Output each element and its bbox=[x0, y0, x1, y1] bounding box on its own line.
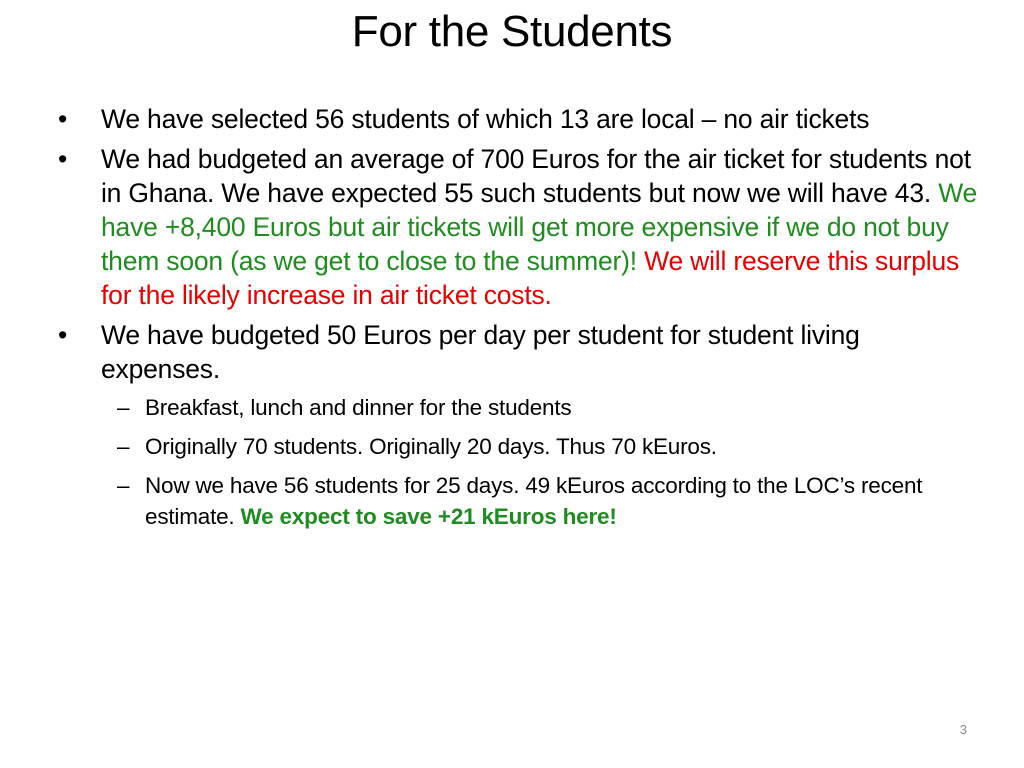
bullet-item bbox=[58, 142, 978, 312]
bullet-list bbox=[58, 102, 978, 540]
sub-bullet-marker: – bbox=[117, 434, 130, 459]
sub-bullet-item bbox=[117, 431, 978, 462]
sub-bullet-item bbox=[117, 470, 978, 532]
bullet-marker: • bbox=[58, 104, 68, 134]
bullet-item bbox=[58, 318, 978, 386]
bullet-item bbox=[58, 102, 978, 136]
sub-bullet-marker: – bbox=[117, 473, 130, 498]
page-number: 3 bbox=[959, 722, 967, 737]
bullet-text-highlight-red: We will reserve this surplus for the likely increase in air ticket costs. bbox=[101, 246, 960, 310]
bullet-text: We have budgeted 50 Euros per day per student for student living expenses. bbox=[101, 320, 860, 384]
sub-bullet-item bbox=[117, 392, 978, 423]
sub-bullet-text: Now we have 56 students for 25 days. 49 kEuros according to the LOC’s recent estimate. bbox=[145, 473, 923, 529]
sub-bullet-text: Breakfast, lunch and dinner for the students bbox=[145, 395, 572, 420]
sub-bullet-text: Originally 70 students. Originally 20 days. Thus 70 kEuros. bbox=[145, 434, 717, 459]
sub-bullet-marker: – bbox=[117, 395, 130, 420]
bullet-text: We had budgeted an average of 700 Euros for the air ticket for students not in Ghana. We have expected 55 such students but now we will have 43. bbox=[101, 144, 971, 208]
bullet-text: We have selected 56 students of which 13 are local – no air tickets bbox=[101, 104, 870, 134]
slide-title: For the Students bbox=[351, 7, 673, 56]
bullet-text-highlight-green: We have +8,400 Euros but air tickets will get more expensive if we do not buy them soon (as we get to close to the summer)! bbox=[101, 178, 978, 276]
bullet-marker: • bbox=[58, 320, 68, 350]
sub-bullet-text-highlight: We expect to save +21 kEuros here! bbox=[240, 504, 617, 529]
bullet-marker: • bbox=[58, 144, 68, 174]
